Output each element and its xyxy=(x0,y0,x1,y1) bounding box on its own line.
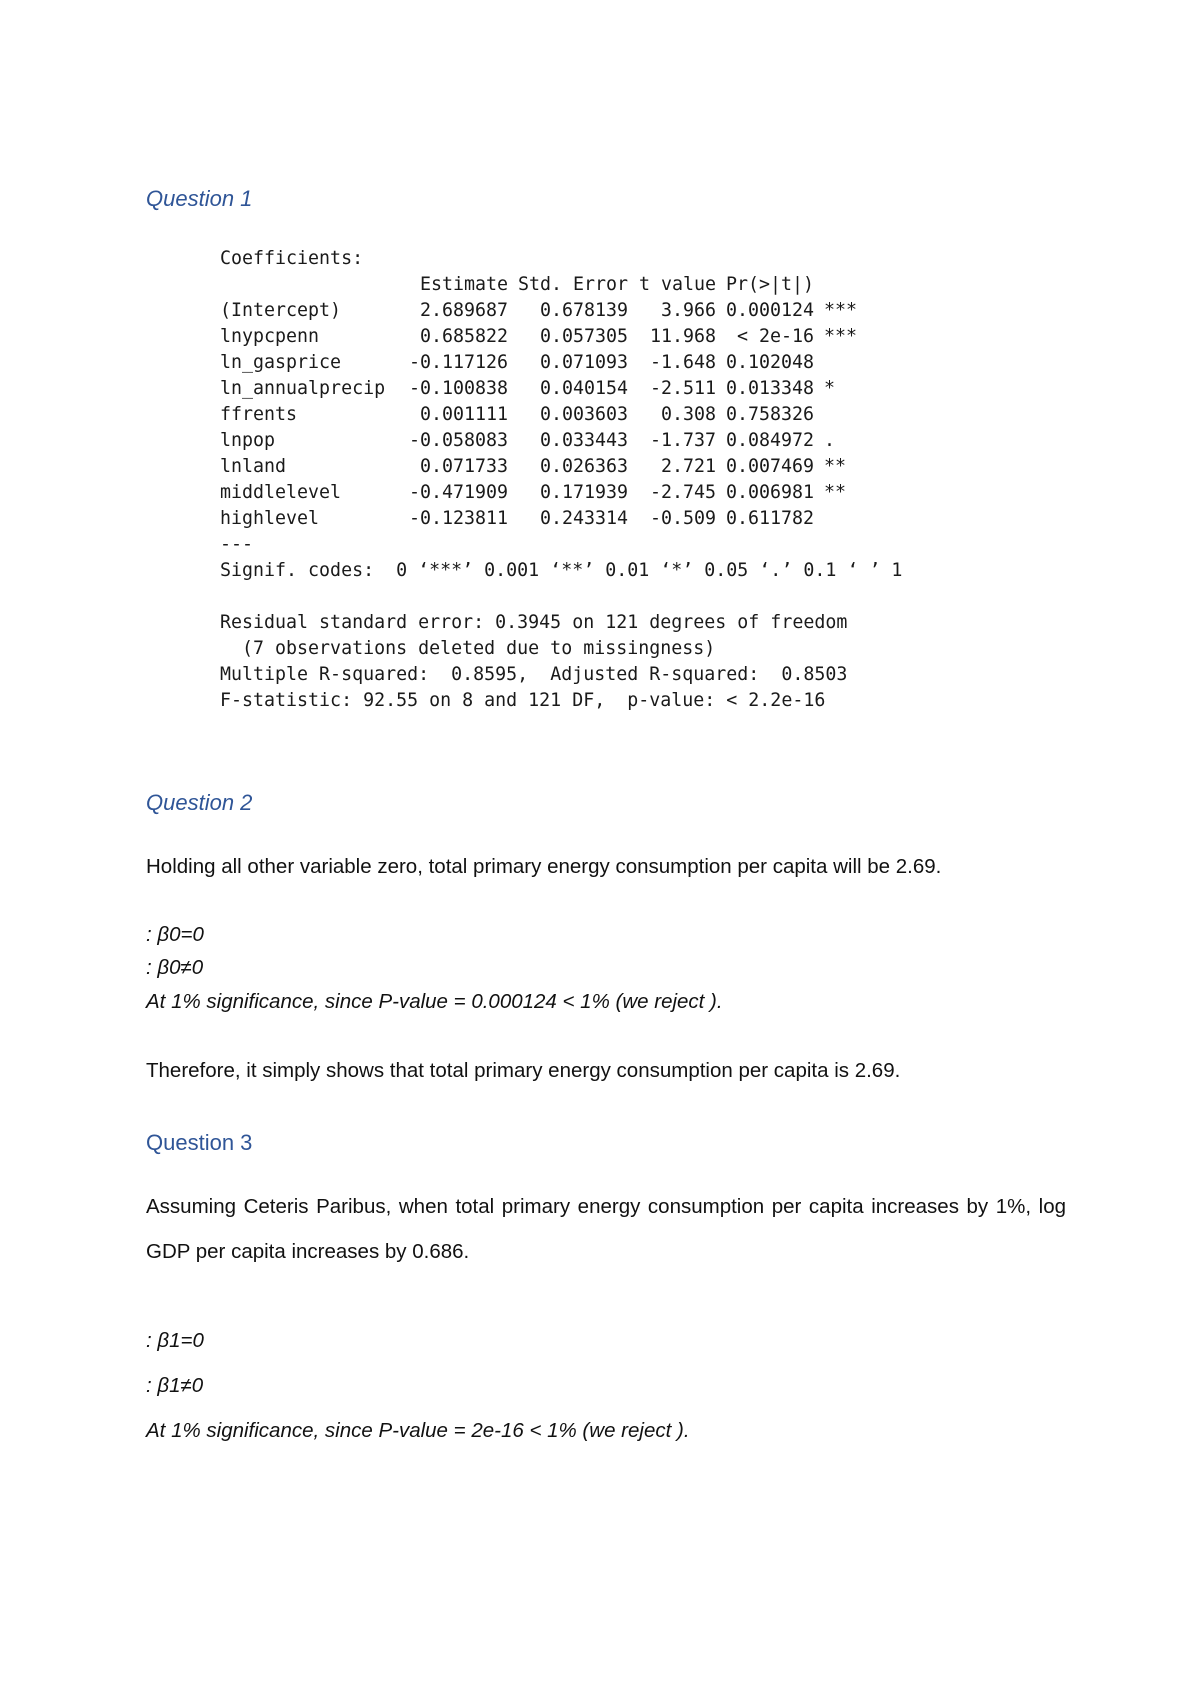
t-value-cell: 11.968 xyxy=(649,326,716,347)
coefficient-rows xyxy=(220,298,884,532)
question-2-conclusion: Therefore, it simply shows that total primary energy consumption per capita is 2.69. xyxy=(146,1059,901,1082)
signif-cell: *** xyxy=(824,326,858,347)
signif-cell: * xyxy=(824,378,836,399)
signif-cell: ** xyxy=(824,482,847,503)
table-row xyxy=(220,402,884,428)
coefficients-label: Coefficients: xyxy=(220,248,364,269)
table-row xyxy=(220,376,884,402)
t-value-cell: -1.737 xyxy=(649,430,716,451)
std-error-cell: 0.243314 xyxy=(539,508,628,529)
header-estimate: Estimate xyxy=(419,274,508,295)
signif-cell xyxy=(814,350,884,376)
signif-cell: . xyxy=(824,430,836,451)
blank-line xyxy=(220,584,902,610)
estimate-cell: -0.117126 xyxy=(408,352,508,373)
p-value-cell: 0.007469 xyxy=(725,456,814,477)
signif-cell: ** xyxy=(824,456,847,477)
estimate-cell: 2.689687 xyxy=(419,300,508,321)
t-value-cell: 0.308 xyxy=(660,404,716,425)
signif-cell xyxy=(814,402,884,428)
r-squared-line: Multiple R-squared: 0.8595, Adjusted R-squared: 0.8503 xyxy=(220,664,848,685)
std-error-cell: 0.040154 xyxy=(539,378,628,399)
header-std-error: Std. Error xyxy=(517,274,628,295)
question-2-heading: Question 2 xyxy=(146,790,253,815)
variable-name: ln_annualprecip xyxy=(220,378,386,399)
f-statistic-line: F-statistic: 92.55 on 8 and 121 DF, p-value: < 2.2e-16 xyxy=(220,690,826,711)
variable-name: lnpop xyxy=(220,430,276,451)
estimate-cell: 0.685822 xyxy=(419,326,508,347)
p-value-cell: < 2e-16 xyxy=(736,326,814,347)
estimate-cell: 0.071733 xyxy=(419,456,508,477)
p-value-cell: 0.102048 xyxy=(725,352,814,373)
table-row xyxy=(220,428,884,454)
t-value-cell: 3.966 xyxy=(660,300,716,321)
std-error-cell: 0.171939 xyxy=(539,482,628,503)
std-error-cell: 0.003603 xyxy=(539,404,628,425)
p-value-cell: 0.611782 xyxy=(725,508,814,529)
residual-standard-error: Residual standard error: 0.3945 on 121 degrees of freedom xyxy=(220,612,848,633)
p-value-cell: 0.006981 xyxy=(725,482,814,503)
signif-cell: *** xyxy=(824,300,858,321)
question-1-heading: Question 1 xyxy=(146,186,253,211)
estimate-cell: 0.001111 xyxy=(419,404,508,425)
question-3-null-hypothesis: : β1=0 xyxy=(146,1329,204,1352)
estimate-cell: -0.123811 xyxy=(408,508,508,529)
table-header-row xyxy=(220,272,884,298)
estimate-cell: -0.471909 xyxy=(408,482,508,503)
table-row xyxy=(220,350,884,376)
std-error-cell: 0.026363 xyxy=(539,456,628,477)
question-2-null-hypothesis: : β0=0 xyxy=(146,923,204,946)
estimate-cell: -0.100838 xyxy=(408,378,508,399)
table-row xyxy=(220,480,884,506)
question-2-alternative-hypothesis: : β0≠0 xyxy=(146,956,204,979)
separator: --- xyxy=(220,534,254,555)
question-3-intro: Assuming Ceteris Paribus, when total primary energy consumption per capita increases by 1%, log GDP per capita increases by 0.686. xyxy=(146,1195,1066,1263)
std-error-cell: 0.071093 xyxy=(539,352,628,373)
p-value-cell: 0.000124 xyxy=(725,300,814,321)
estimate-cell: -0.058083 xyxy=(408,430,508,451)
question-2-test-result: At 1% significance, since P-value = 0.000124 < 1% (we reject ). xyxy=(146,990,723,1013)
deleted-observations-note: (7 observations deleted due to missingness) xyxy=(220,638,716,659)
question-2-intro: Holding all other variable zero, total primary energy consumption per capita will be 2.69. xyxy=(146,855,942,878)
question-3-test-result: At 1% significance, since P-value = 2e-16 < 1% (we reject ). xyxy=(146,1419,690,1442)
signif-cell xyxy=(814,506,884,532)
t-value-cell: -0.509 xyxy=(649,508,716,529)
question-3-heading: Question 3 xyxy=(146,1130,253,1155)
table-row xyxy=(220,506,884,532)
header-p-value: Pr(>|t|) xyxy=(725,274,814,295)
variable-name: middlelevel xyxy=(220,482,342,503)
header-blank xyxy=(220,272,406,298)
header-signif xyxy=(814,272,884,298)
std-error-cell: 0.033443 xyxy=(539,430,628,451)
header-t-value: t value xyxy=(638,274,716,295)
question-3-alternative-hypothesis: : β1≠0 xyxy=(146,1374,204,1397)
coefficient-table xyxy=(220,272,884,532)
t-value-cell: 2.721 xyxy=(660,456,716,477)
t-value-cell: -2.511 xyxy=(649,378,716,399)
signif-codes: Signif. codes: 0 ‘***’ 0.001 ‘**’ 0.01 ‘*’ 0.05 ‘.’ 0.1 ‘ ’ 1 xyxy=(220,560,903,581)
table-row xyxy=(220,298,884,324)
p-value-cell: 0.084972 xyxy=(725,430,814,451)
p-value-cell: 0.758326 xyxy=(725,404,814,425)
std-error-cell: 0.678139 xyxy=(539,300,628,321)
p-value-cell: 0.013348 xyxy=(725,378,814,399)
std-error-cell: 0.057305 xyxy=(539,326,628,347)
regression-output xyxy=(220,246,902,714)
variable-name: lnypcpenn xyxy=(220,326,320,347)
table-row xyxy=(220,324,884,350)
variable-name: highlevel xyxy=(220,508,320,529)
t-value-cell: -1.648 xyxy=(649,352,716,373)
t-value-cell: -2.745 xyxy=(649,482,716,503)
variable-name: lnland xyxy=(220,456,287,477)
variable-name: (Intercept) xyxy=(220,300,342,321)
variable-name: ln_gasprice xyxy=(220,352,342,373)
table-row xyxy=(220,454,884,480)
variable-name: ffrents xyxy=(220,404,298,425)
